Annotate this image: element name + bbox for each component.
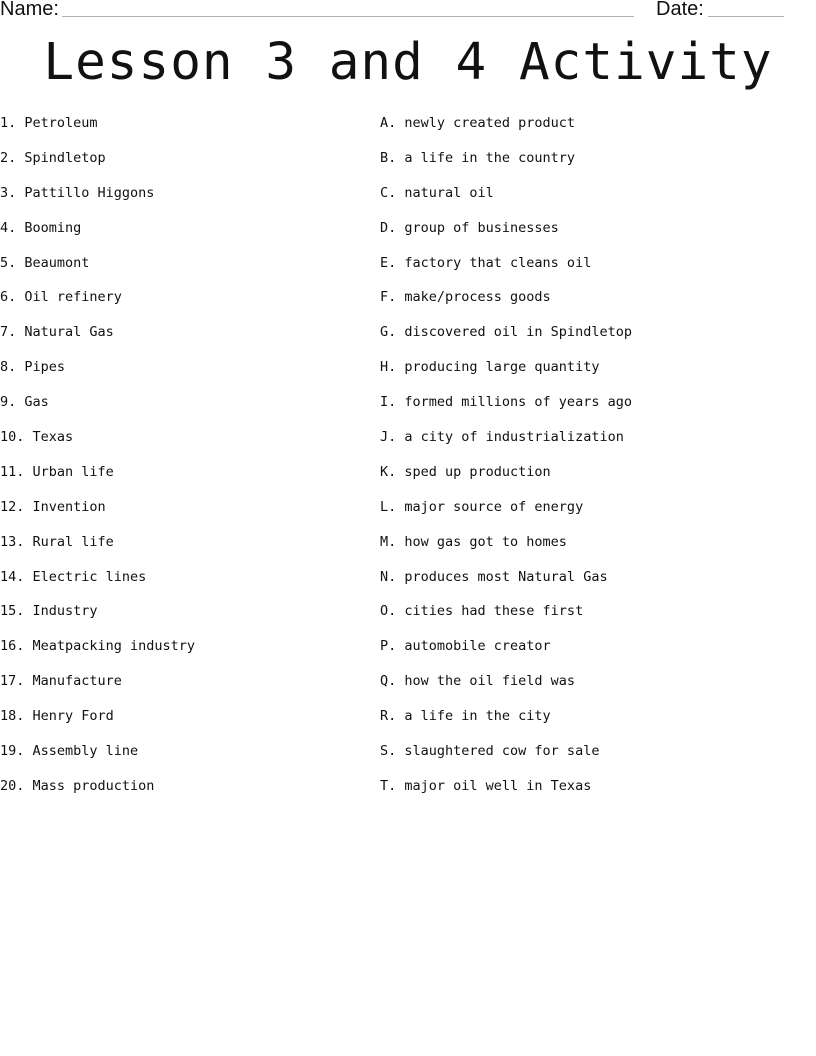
term-item: 17. Manufacture [0,673,122,690]
term-item: 7. Natural Gas [0,324,114,341]
term-item: 6. Oil refinery [0,289,122,306]
definitions-list [380,112,632,810]
definition-item: O. cities had these first [380,603,584,620]
term-item: 14. Electric lines [0,568,147,585]
term-item: 18. Henry Ford [0,708,114,725]
name-label: Name: [0,0,59,20]
term-item: 3. Pattillo Higgons [0,184,155,201]
definition-item: P. automobile creator [380,638,551,655]
definition-item: J. a city of industrialization [380,429,624,446]
definition-item: M. how gas got to homes [380,533,567,550]
term-item: 4. Booming [0,219,82,236]
term-item: 5. Beaumont [0,254,90,271]
definition-item: R. a life in the city [380,708,551,725]
definition-item: I. formed millions of years ago [380,394,632,411]
term-item: 13. Rural life [0,533,114,550]
definition-item: H. producing large quantity [380,359,600,376]
definition-item: A. newly created product [380,115,576,131]
term-item: 10. Texas [0,429,74,446]
name-blank-line [62,16,634,17]
terms-list [0,112,195,810]
term-item: 1. Petroleum [0,115,98,131]
definition-item: D. group of businesses [380,219,559,236]
definition-item: B. a life in the country [380,149,576,166]
definition-item: K. sped up production [380,463,551,480]
definition-item: T. major oil well in Texas [380,777,592,794]
definition-item: Q. how the oil field was [380,673,576,690]
definition-item: S. slaughtered cow for sale [380,743,600,760]
date-label: Date: [656,0,704,20]
term-item: 15. Industry [0,603,98,620]
term-item: 2. Spindletop [0,149,106,166]
page-title: Lesson 3 and 4 Activity [43,33,773,92]
term-item: 20. Mass production [0,777,155,794]
definition-item: E. factory that cleans oil [380,254,592,271]
term-item: 9. Gas [0,394,49,411]
term-item: 12. Invention [0,498,106,515]
term-item: 19. Assembly line [0,743,139,760]
definition-item: G. discovered oil in Spindletop [380,324,632,341]
worksheet-header [0,0,816,22]
definition-item: L. major source of energy [380,498,584,515]
date-blank-line [708,16,784,17]
definition-item: F. make/process goods [380,289,551,306]
definition-item: N. produces most Natural Gas [380,568,608,585]
term-item: 11. Urban life [0,463,114,480]
term-item: 16. Meatpacking industry [0,638,196,655]
definition-item: C. natural oil [380,184,494,201]
term-item: 8. Pipes [0,359,66,376]
